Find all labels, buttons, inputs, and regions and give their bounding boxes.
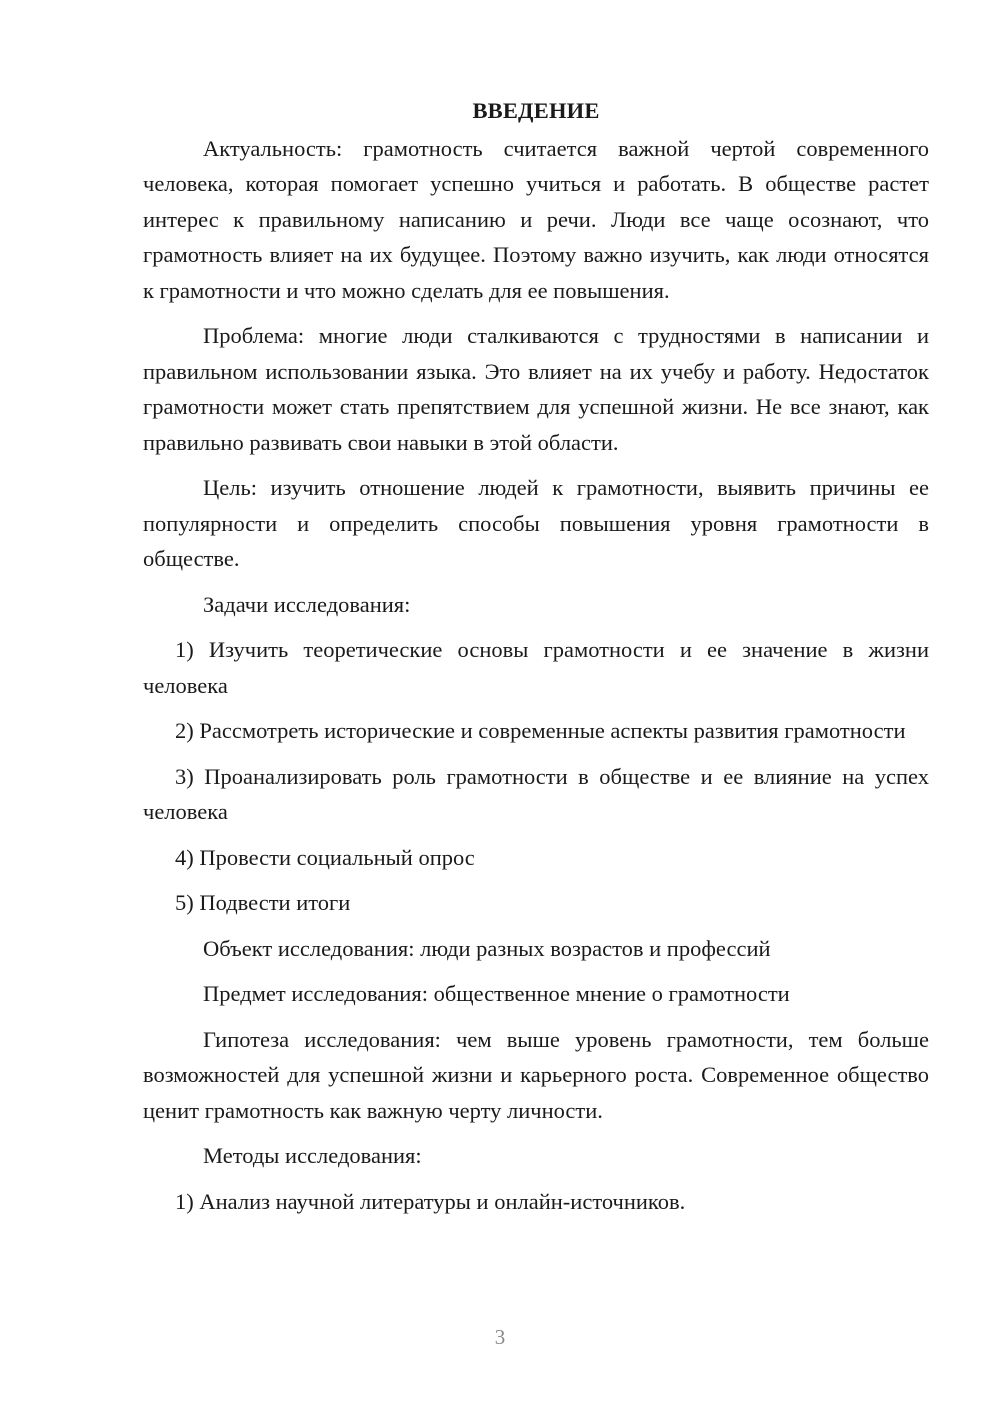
page-number: 3 [494, 1325, 506, 1349]
task-item: 4) Провести социальный опрос [175, 844, 475, 870]
hypothesis-paragraph: Гипотеза исследования: чем выше уровень грамотности, тем больше возможностей для успешной жизни и карьерного роста. Современное общество ценит грамотность как важную черту личности. [143, 1026, 929, 1123]
goal-paragraph: Цель: изучить отношение людей к грамотности, выявить причины ее популярности и определить способы повышения уровня грамотности в обществе. [143, 475, 929, 571]
task-item: 5) Подвести итоги [175, 890, 351, 915]
object-paragraph: Объект исследования: люди разных возрастов и профессий [203, 935, 771, 961]
relevance-paragraph: Актуальность: грамотность считается важной чертой современного человека, которая помогает успешно учиться и работать. В обществе растет интерес к правильному написанию и речи. Люди все чаще осознают, что грамотность влияет на их будущее. Поэтому важно изучить, как люди относятся к грамотности и что можно сделать для ее повышения. [143, 135, 929, 303]
method-item: 1) Анализ научной литературы и онлайн-источников. [175, 1188, 686, 1214]
subject-paragraph: Предмет исследования: общественное мнение о грамотности [203, 981, 790, 1006]
tasks-heading: Задачи исследования: [203, 591, 411, 617]
problem-paragraph: Проблема: многие люди сталкиваются с трудностями в написании и правильном использовании языка. Это влияет на их учебу и работу. Недостаток грамотности может стать препятствием для успешной жизни. Не все знают, как правильно развивать свои навыки в этой области. [143, 323, 929, 455]
document-body [143, 93, 929, 1229]
section-title: ВВЕДЕНИЕ [472, 98, 600, 123]
task-item: 2) Рассмотреть исторические и современные аспекты развития грамотности [175, 718, 906, 743]
methods-heading: Методы исследования: [203, 1143, 422, 1168]
task-item: 1) Изучить теоретические основы грамотности и ее значение в жизни человека [143, 637, 929, 698]
task-item: 3) Проанализировать роль грамотности в обществе и ее влияние на успех человека [143, 763, 929, 824]
